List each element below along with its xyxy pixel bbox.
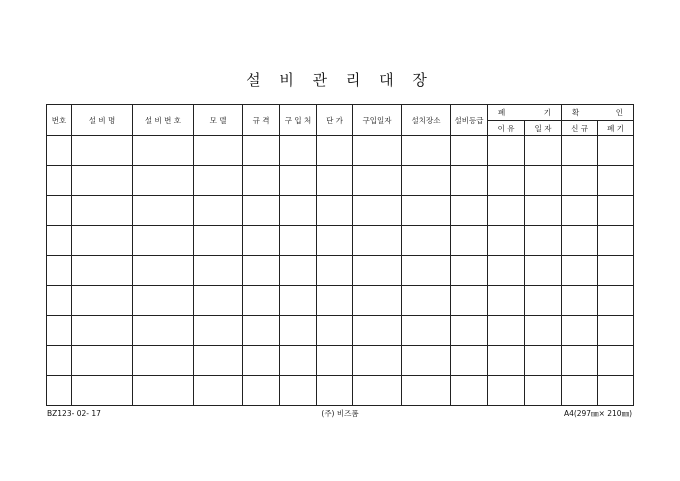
header-disposal-group bbox=[488, 105, 562, 121]
header-no: 번호 bbox=[47, 105, 72, 136]
table-cell[interactable] bbox=[525, 376, 562, 406]
table-cell[interactable] bbox=[402, 286, 451, 316]
header-confirm-group-char-2: 인 bbox=[615, 108, 623, 117]
table-cell[interactable] bbox=[353, 226, 402, 256]
table-cell[interactable] bbox=[72, 256, 133, 286]
header-purchase-date: 구입일자 bbox=[353, 105, 402, 136]
header-unit-price: 단 가 bbox=[317, 105, 353, 136]
table-row bbox=[47, 376, 634, 406]
table-cell[interactable] bbox=[402, 196, 451, 226]
header-spec: 규 격 bbox=[243, 105, 280, 136]
table-cell[interactable] bbox=[488, 226, 525, 256]
table-cell[interactable] bbox=[488, 376, 525, 406]
table-cell[interactable] bbox=[72, 346, 133, 376]
table-row bbox=[47, 226, 634, 256]
header-equipment-no: 설 비 번 호 bbox=[133, 105, 194, 136]
table-cell[interactable] bbox=[243, 136, 280, 166]
table-cell[interactable] bbox=[280, 196, 317, 226]
table-cell[interactable] bbox=[243, 316, 280, 346]
table-cell[interactable] bbox=[194, 286, 243, 316]
table-cell[interactable] bbox=[451, 226, 488, 256]
table-cell[interactable] bbox=[451, 286, 488, 316]
header-location: 설치장소 bbox=[402, 105, 451, 136]
table-cell[interactable] bbox=[451, 196, 488, 226]
header-disposal-group-char-2: 기 bbox=[543, 108, 551, 117]
table-cell[interactable] bbox=[133, 286, 194, 316]
table-cell[interactable] bbox=[525, 256, 562, 286]
table-cell[interactable] bbox=[194, 196, 243, 226]
table-cell[interactable] bbox=[243, 256, 280, 286]
table-cell[interactable] bbox=[562, 226, 598, 256]
table-cell[interactable] bbox=[562, 376, 598, 406]
table-cell[interactable] bbox=[488, 136, 525, 166]
table-cell[interactable] bbox=[280, 376, 317, 406]
table-cell[interactable] bbox=[243, 286, 280, 316]
table-cell[interactable] bbox=[402, 346, 451, 376]
table-cell[interactable] bbox=[317, 346, 353, 376]
table-cell[interactable] bbox=[194, 136, 243, 166]
table-cell[interactable] bbox=[353, 256, 402, 286]
table-cell[interactable] bbox=[562, 286, 598, 316]
table-cell[interactable] bbox=[598, 376, 634, 406]
table-cell[interactable] bbox=[243, 196, 280, 226]
table-cell[interactable] bbox=[562, 136, 598, 166]
table-cell[interactable] bbox=[72, 136, 133, 166]
table-cell[interactable] bbox=[451, 376, 488, 406]
table-cell[interactable] bbox=[47, 346, 72, 376]
table-cell[interactable] bbox=[47, 376, 72, 406]
table-cell[interactable] bbox=[598, 256, 634, 286]
table-cell[interactable] bbox=[47, 226, 72, 256]
table-cell[interactable] bbox=[317, 136, 353, 166]
table-cell[interactable] bbox=[243, 346, 280, 376]
header-disposal: 폐 기 bbox=[598, 121, 634, 136]
table-cell[interactable] bbox=[194, 256, 243, 286]
table-cell[interactable] bbox=[353, 166, 402, 196]
table-cell[interactable] bbox=[317, 316, 353, 346]
table-row bbox=[47, 286, 634, 316]
table-cell[interactable] bbox=[243, 376, 280, 406]
table-cell[interactable] bbox=[280, 256, 317, 286]
table-cell[interactable] bbox=[47, 256, 72, 286]
table-row bbox=[47, 316, 634, 346]
table-cell[interactable] bbox=[72, 166, 133, 196]
table-cell[interactable] bbox=[598, 286, 634, 316]
header-date: 일 자 bbox=[525, 121, 562, 136]
table-cell[interactable] bbox=[353, 346, 402, 376]
table-row bbox=[47, 196, 634, 226]
table-cell[interactable] bbox=[598, 316, 634, 346]
table-cell[interactable] bbox=[525, 136, 562, 166]
table-cell[interactable] bbox=[280, 316, 317, 346]
table-cell[interactable] bbox=[317, 196, 353, 226]
table-cell[interactable] bbox=[353, 136, 402, 166]
table-cell[interactable] bbox=[353, 196, 402, 226]
table-cell[interactable] bbox=[353, 316, 402, 346]
table-cell[interactable] bbox=[72, 316, 133, 346]
table-cell[interactable] bbox=[280, 346, 317, 376]
table-cell[interactable] bbox=[488, 196, 525, 226]
table-cell[interactable] bbox=[598, 346, 634, 376]
document-title: 설 비 관 리 대 장 bbox=[246, 71, 434, 89]
table-cell[interactable] bbox=[133, 316, 194, 346]
table-cell[interactable] bbox=[317, 166, 353, 196]
table-cell[interactable] bbox=[72, 226, 133, 256]
table-cell[interactable] bbox=[47, 196, 72, 226]
table-cell[interactable] bbox=[451, 136, 488, 166]
table-cell[interactable] bbox=[133, 136, 194, 166]
table-cell[interactable] bbox=[562, 316, 598, 346]
table-cell[interactable] bbox=[194, 226, 243, 256]
table-cell[interactable] bbox=[280, 166, 317, 196]
table-cell[interactable] bbox=[598, 136, 634, 166]
table-cell[interactable] bbox=[525, 166, 562, 196]
table-cell[interactable] bbox=[402, 376, 451, 406]
table-cell[interactable] bbox=[525, 286, 562, 316]
table-cell[interactable] bbox=[525, 196, 562, 226]
table-cell[interactable] bbox=[133, 256, 194, 286]
table-cell[interactable] bbox=[451, 256, 488, 286]
form-code: BZ123- 02- 17 bbox=[47, 409, 101, 418]
table-cell[interactable] bbox=[525, 226, 562, 256]
equipment-register-table bbox=[46, 104, 634, 406]
table-cell[interactable] bbox=[451, 166, 488, 196]
table-cell[interactable] bbox=[525, 316, 562, 346]
table-cell[interactable] bbox=[133, 166, 194, 196]
table-body bbox=[47, 136, 634, 406]
table-cell[interactable] bbox=[72, 376, 133, 406]
paper-size: A4(297㎜× 210㎜) bbox=[563, 409, 632, 418]
table-cell[interactable] bbox=[402, 166, 451, 196]
table-cell[interactable] bbox=[280, 226, 317, 256]
table-cell[interactable] bbox=[488, 316, 525, 346]
table-cell[interactable] bbox=[194, 166, 243, 196]
table-cell[interactable] bbox=[562, 196, 598, 226]
table-cell[interactable] bbox=[280, 136, 317, 166]
header-disposal-group-char-1: 폐 bbox=[498, 108, 506, 117]
table-cell[interactable] bbox=[317, 286, 353, 316]
header-confirm-group bbox=[562, 105, 634, 121]
table-cell[interactable] bbox=[402, 256, 451, 286]
table-row bbox=[47, 136, 634, 166]
table-cell[interactable] bbox=[194, 376, 243, 406]
table-cell[interactable] bbox=[525, 346, 562, 376]
table-cell[interactable] bbox=[317, 226, 353, 256]
table-cell[interactable] bbox=[317, 376, 353, 406]
header-grade: 설비등급 bbox=[451, 105, 488, 136]
table-cell[interactable] bbox=[133, 376, 194, 406]
table-cell[interactable] bbox=[488, 286, 525, 316]
header-reason: 이 유 bbox=[488, 121, 525, 136]
table-cell[interactable] bbox=[451, 316, 488, 346]
table-cell[interactable] bbox=[47, 316, 72, 346]
table-cell[interactable] bbox=[402, 226, 451, 256]
table-cell[interactable] bbox=[47, 286, 72, 316]
table-cell[interactable] bbox=[243, 166, 280, 196]
header-new: 신 규 bbox=[562, 121, 598, 136]
table-cell[interactable] bbox=[598, 196, 634, 226]
table-cell[interactable] bbox=[353, 286, 402, 316]
table-cell[interactable] bbox=[562, 256, 598, 286]
table-row bbox=[47, 346, 634, 376]
table-cell[interactable] bbox=[280, 286, 317, 316]
table-cell[interactable] bbox=[47, 136, 72, 166]
header-confirm-group-char-1: 확 bbox=[572, 108, 580, 117]
table-cell[interactable] bbox=[133, 226, 194, 256]
table-cell[interactable] bbox=[562, 346, 598, 376]
table-cell[interactable] bbox=[598, 166, 634, 196]
table-cell[interactable] bbox=[72, 196, 133, 226]
table-cell[interactable] bbox=[451, 346, 488, 376]
header-model: 모 델 bbox=[194, 105, 243, 136]
table-cell[interactable] bbox=[194, 346, 243, 376]
table-cell[interactable] bbox=[402, 316, 451, 346]
table-cell[interactable] bbox=[243, 226, 280, 256]
table-row bbox=[47, 166, 634, 196]
table-cell[interactable] bbox=[598, 226, 634, 256]
header-supplier: 구 입 처 bbox=[280, 105, 317, 136]
table-cell[interactable] bbox=[317, 256, 353, 286]
table-cell[interactable] bbox=[72, 286, 133, 316]
table-cell[interactable] bbox=[488, 256, 525, 286]
table-cell[interactable] bbox=[47, 166, 72, 196]
publisher-name: (주) 비즈폼 bbox=[321, 409, 359, 418]
table-cell[interactable] bbox=[353, 376, 402, 406]
table-cell[interactable] bbox=[562, 166, 598, 196]
table-cell[interactable] bbox=[133, 196, 194, 226]
table-cell[interactable] bbox=[194, 316, 243, 346]
table-cell[interactable] bbox=[133, 346, 194, 376]
table-cell[interactable] bbox=[402, 136, 451, 166]
header-equipment-name: 설 비 명 bbox=[72, 105, 133, 136]
table-row bbox=[47, 256, 634, 286]
table-cell[interactable] bbox=[488, 166, 525, 196]
table-cell[interactable] bbox=[488, 346, 525, 376]
